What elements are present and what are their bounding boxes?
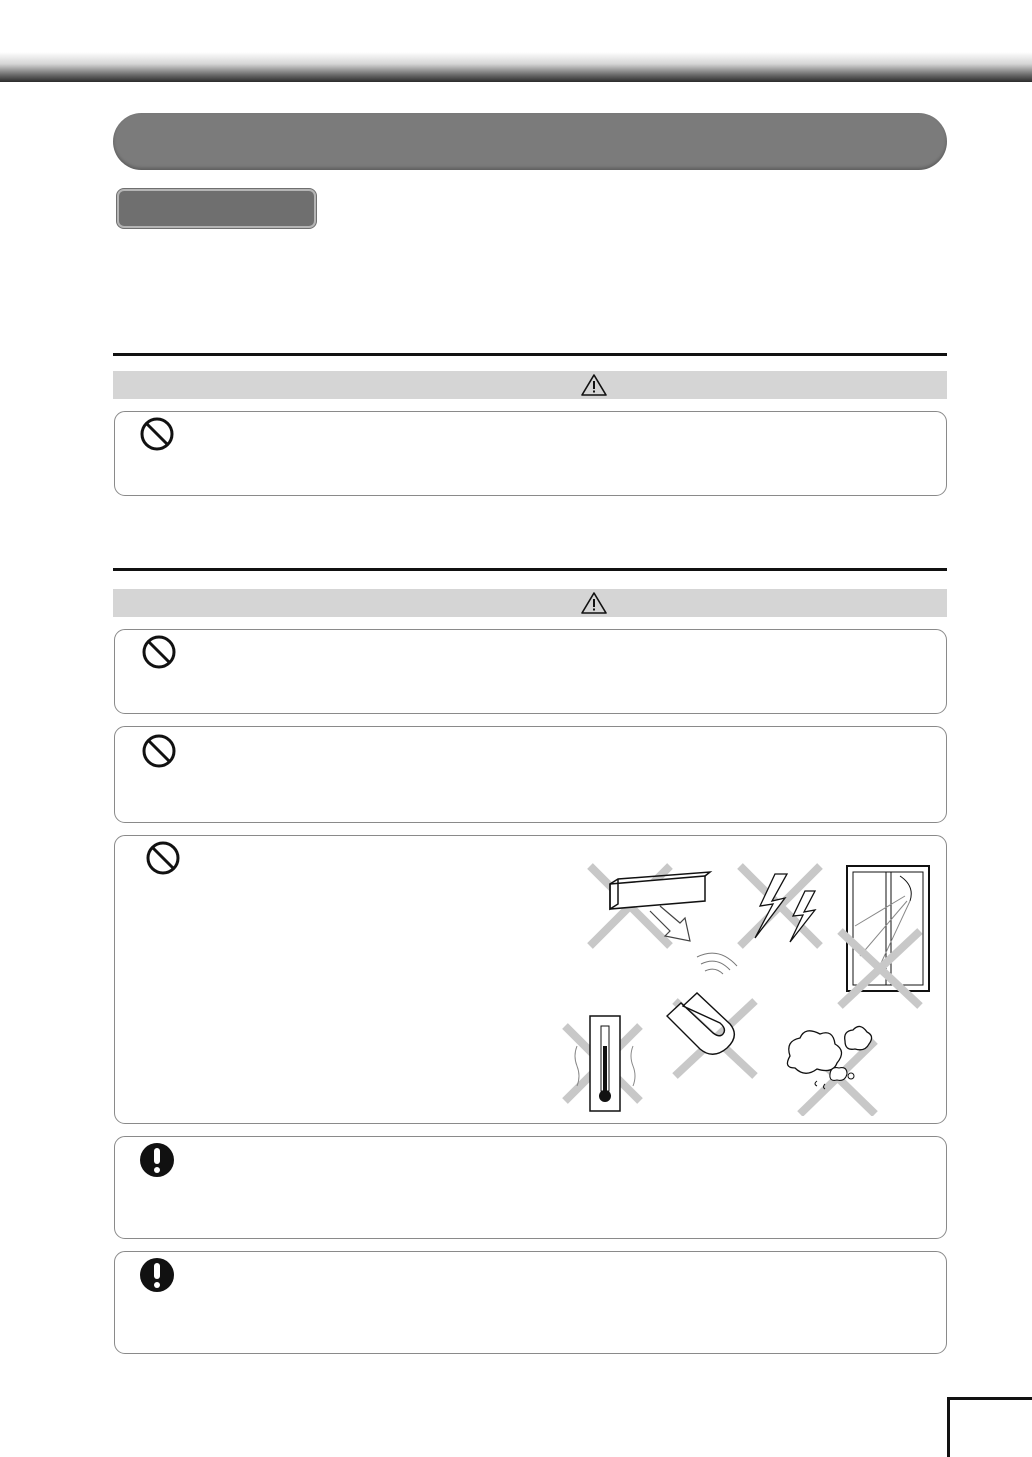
placement-hazards-illustration — [555, 846, 935, 1116]
steam-cloud-icon — [787, 1026, 875, 1114]
notice-card-with-illustration — [114, 835, 947, 1124]
prohibited-icon — [139, 416, 175, 452]
notice-card — [114, 726, 947, 823]
lightning-icon — [740, 866, 820, 946]
thermometer-icon — [565, 1016, 640, 1111]
top-gradient-band — [0, 52, 1032, 82]
warning-triangle-icon — [581, 591, 607, 615]
section-rule — [113, 568, 947, 571]
warning-triangle-icon — [581, 373, 607, 397]
section-rule — [113, 353, 947, 356]
air-conditioner-icon — [590, 866, 710, 946]
caution-bar — [113, 589, 947, 617]
page-title-bar — [113, 113, 947, 170]
prohibited-icon — [145, 840, 181, 876]
magnet-icon — [667, 953, 755, 1076]
notice-card — [114, 411, 947, 496]
mandatory-action-icon — [139, 1142, 175, 1178]
notice-card — [114, 629, 947, 714]
notice-card — [114, 1136, 947, 1239]
mandatory-action-icon — [139, 1257, 175, 1293]
page-number-tab — [947, 1397, 1032, 1457]
prohibited-icon — [141, 634, 177, 670]
prohibited-icon — [141, 733, 177, 769]
sunlit-window-icon — [840, 866, 929, 1006]
section-tag — [117, 189, 316, 228]
caution-bar — [113, 371, 947, 399]
notice-card — [114, 1251, 947, 1354]
